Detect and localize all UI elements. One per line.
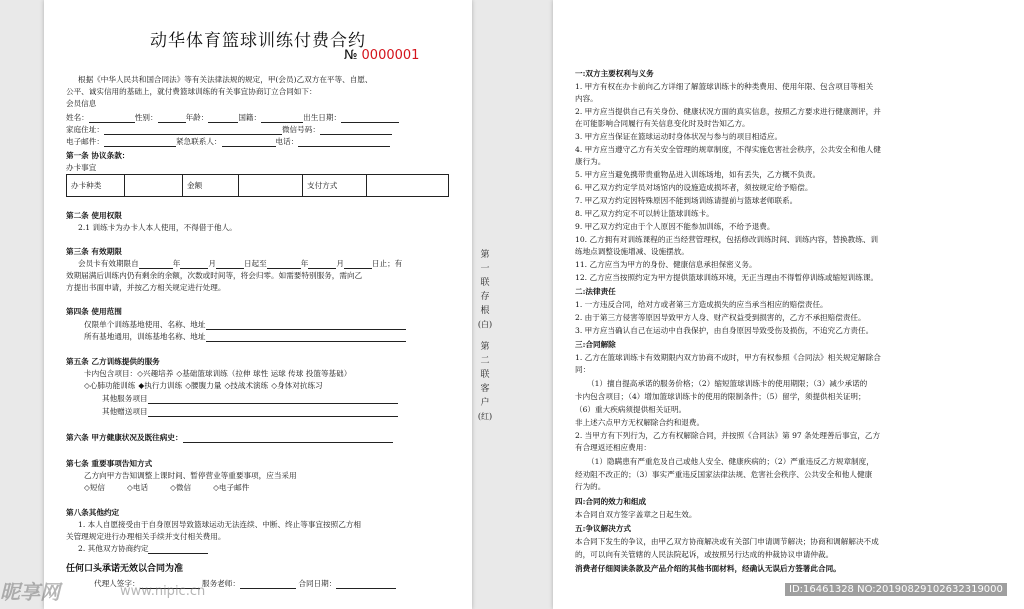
validity-end-month-field[interactable] bbox=[308, 260, 336, 269]
clause-1-6: 6. 甲乙双方约定学员对场馆内的设施造成损坏者，须按规定给予赔偿。 bbox=[575, 183, 813, 192]
gender-label: 性别： bbox=[134, 113, 158, 122]
clause-1-8: 8. 甲乙双方约定不可以转让篮球训练卡。 bbox=[575, 209, 714, 218]
clause-3-2-items-1: （1）隐瞒患有严重危及自己或他人安全、健康疾病的；（2）严重违反乙方规章制度， bbox=[587, 457, 874, 466]
clause-3-2b: 有合理返还相应费用： bbox=[575, 443, 651, 452]
wechat-label: 微信号码： bbox=[281, 125, 320, 134]
clause-5-2: 的，可以向有关管辖的人民法院起诉，或按照另行达成的仲裁协议申请仲裁。 bbox=[575, 550, 834, 559]
article-4-heading: 第四条 使用范围 bbox=[66, 307, 122, 316]
member-row-3 bbox=[66, 136, 466, 147]
gift-service-row bbox=[102, 406, 462, 417]
site-watermark-url: www.nipic.cn bbox=[120, 584, 206, 599]
article-2-heading: 第二条 使用权限 bbox=[66, 211, 122, 220]
section-3-heading: 三:合同解除 bbox=[575, 340, 616, 349]
health-history-field[interactable] bbox=[183, 434, 393, 443]
validity-start-year-field[interactable] bbox=[139, 260, 173, 269]
intro-line-2: 公平、诚实信用的基础上，就付费篮球训练的有关事宜协商订立合同如下： bbox=[66, 87, 317, 96]
clause-1-2: 2. 甲方应当提供自己有关身份、健康状况方面的真实信息，按照乙方要求进行健康测评，并 bbox=[575, 107, 881, 116]
year-label: 年 bbox=[172, 259, 181, 268]
contract-title: 动华体育篮球训练付费合约 bbox=[150, 31, 366, 51]
month-label: 月 bbox=[208, 259, 216, 268]
card-pay-label: 支付方式 bbox=[303, 175, 367, 197]
section-1-heading: 一:双方主要权利与义务 bbox=[575, 69, 654, 78]
name-field[interactable] bbox=[89, 114, 135, 123]
clause-1-7: 7. 甲乙双方约定因特殊原因不能到场训练请提前与篮球老师联系。 bbox=[575, 196, 798, 205]
checkbox-cardio[interactable]: ◇心肺功能训练 bbox=[84, 381, 136, 390]
validity-from-label: 会员卡有效期限自 bbox=[78, 259, 139, 268]
scope-all-field[interactable] bbox=[206, 333, 406, 342]
card-amount-label: 金额 bbox=[183, 175, 239, 197]
name-label: 姓名： bbox=[66, 113, 89, 122]
scope-all-label: 所有基地通用，训练基地名称、地址 bbox=[84, 332, 206, 341]
wechat-field[interactable] bbox=[320, 126, 392, 135]
age-field[interactable] bbox=[208, 114, 238, 123]
clause-1-9: 9. 甲乙双方约定由于个人原因不能参加训练，不给予退费。 bbox=[575, 222, 775, 231]
checkbox-body-contact[interactable]: ◇身体对抗练习 bbox=[271, 381, 323, 390]
clause-1-12: 12. 乙方应当按照约定为甲方提供篮球训练环境，无正当理由不得暂停训练或缩短训练课。 bbox=[575, 273, 879, 282]
scope-single-label: 仅限单个训练基地使用、名称、地址 bbox=[84, 320, 206, 329]
card-pay-cell[interactable] bbox=[367, 175, 449, 197]
verbal-promise-note: 任何口头承诺无效以合同为准 bbox=[66, 564, 184, 574]
notify-options bbox=[84, 482, 444, 493]
article-8-1a: 1. 本人自愿接受由于自身原因导致篮球运动无法连续、中断、终止等事宜按照乙方相 bbox=[78, 520, 362, 529]
consumer-notice: 消费者仔细阅读条款及产品介绍的其他书面材料，经确认无误后方签署此合同。 bbox=[575, 564, 841, 573]
clause-1-1b: 内容。 bbox=[575, 94, 598, 103]
image-id-strip: ID:16461328 NO:20190829102632319000 bbox=[785, 583, 1007, 596]
checkbox-sms[interactable]: ◇短信 bbox=[84, 483, 106, 492]
article-8-1b: 关管理规定进行办理相关手续并支付相关费用。 bbox=[66, 532, 226, 541]
stub-char: 客 bbox=[480, 384, 490, 394]
checkbox-wechat[interactable]: ◇微信 bbox=[170, 483, 192, 492]
clause-1-11: 11. 乙方应当为甲方的身份、健康信息承担保密义务。 bbox=[575, 260, 757, 269]
clause-1-2b: 在可能影响合同履行有关信息变化时及时告知乙方。 bbox=[575, 119, 750, 128]
clause-3-1-items-2: 卡内包含项目；（4）增加篮球训练卡的使用的限制条件；（5）留学，须提供相关证明； bbox=[575, 392, 866, 401]
nation-label: 国籍： bbox=[238, 113, 262, 122]
stub-char: (红) bbox=[477, 412, 493, 421]
clause-2-3: 3. 甲方应当确认自己在运动中自我保护，由自身原因导致受伤及损伤，不追究乙方责任。 bbox=[575, 326, 874, 335]
contract-date-field[interactable] bbox=[336, 580, 396, 589]
article-3-heading: 第三条 有效期限 bbox=[66, 247, 122, 256]
clause-3-2-items-3: 行为的。 bbox=[575, 482, 606, 491]
intro-line-1: 根据《中华人民共和国合同法》等有关法律法规的规定，甲(会员)乙双方在平等、自愿、 bbox=[78, 75, 373, 84]
copy-stub-label bbox=[477, 248, 493, 424]
coach-field[interactable] bbox=[240, 580, 296, 589]
clause-3-2-items-2: 经劝阻不改正的；（3）事实严重违反国家法律法规、危害社会秩序、公共安全和他人健康 bbox=[575, 470, 873, 479]
emergency-label: 紧急联系人： bbox=[175, 137, 222, 146]
stub-char: 第 bbox=[480, 250, 490, 260]
validity-start-month-field[interactable] bbox=[180, 260, 208, 269]
day-until-label: 日起至 bbox=[243, 259, 267, 268]
clause-2-2: 2. 由于第三方侵害等原因导致甲方人身、财产权益受到损害的，乙方不承担赔偿责任。 bbox=[575, 313, 866, 322]
section-5-heading: 五:争议解决方式 bbox=[575, 524, 631, 533]
clause-3-1-note: 非上述六点甲方无权解除合约和退费。 bbox=[575, 418, 705, 427]
section-2-heading: 二:法律责任 bbox=[575, 287, 616, 296]
clause-1-4: 4. 甲方应当遵守乙方有关安全管理的规章制度，不得实施危害社会秩序，公共安全和他人健 bbox=[575, 145, 881, 154]
scope-single-field[interactable] bbox=[206, 321, 406, 330]
validity-end-day-field[interactable] bbox=[344, 260, 372, 269]
items-label: 卡内包含项目： bbox=[84, 369, 138, 378]
article-5-heading: 第五条 乙方训练提供的服务 bbox=[66, 357, 160, 366]
member-row-2 bbox=[66, 124, 466, 135]
age-label: 年龄： bbox=[185, 113, 209, 122]
article-3-line-2: 效期届满后训练内仍有剩余的余额，次数或时间等，将会归零。如需要特别服务，需向乙 bbox=[66, 271, 363, 280]
phone-label: 电话： bbox=[275, 137, 299, 146]
stub-char: 存 bbox=[480, 292, 490, 302]
card-matters-label: 办卡事宜 bbox=[66, 163, 97, 172]
member-row-1 bbox=[66, 112, 466, 123]
article-8-2-row bbox=[78, 543, 458, 554]
service-items-row-2 bbox=[84, 380, 464, 391]
serial-number bbox=[344, 48, 419, 63]
agent-label: 代理人签字： bbox=[94, 579, 140, 588]
clause-4-1: 本合同自双方签字盖章之日起生效。 bbox=[575, 510, 697, 519]
scope-all-bases bbox=[84, 331, 464, 342]
stub-char: (白) bbox=[477, 320, 493, 329]
checkbox-core-strength[interactable]: ◇腰腹力量 bbox=[185, 381, 222, 390]
stub-char: 第 bbox=[480, 342, 490, 352]
clause-2-1: 1. 一方违反合同，给对方或者第三方造成损失的应当承当相应的赔偿责任。 bbox=[575, 300, 828, 309]
email-label: 电子邮件： bbox=[66, 137, 104, 146]
stub-char: 二 bbox=[480, 356, 490, 366]
address-field[interactable] bbox=[104, 126, 282, 135]
other-service-label: 其他服务项目 bbox=[102, 394, 148, 403]
other-service-row bbox=[102, 393, 462, 404]
checkbox-phone[interactable]: ◇电话 bbox=[127, 483, 149, 492]
article-6-heading: 第六条 甲方健康状况及既往病史： bbox=[66, 433, 183, 442]
address-label: 家庭住址： bbox=[66, 125, 104, 134]
gender-field[interactable] bbox=[158, 114, 186, 123]
nation-field[interactable] bbox=[261, 114, 303, 123]
contract-date-label: 合同日期： bbox=[298, 579, 337, 588]
contract-page-left bbox=[44, 0, 472, 609]
checkbox-tactics[interactable]: ◇技战术演练 bbox=[224, 381, 269, 390]
checkbox-interest[interactable]: ◇兴趣培养 bbox=[137, 369, 174, 378]
stub-char: 根 bbox=[480, 306, 490, 316]
stub-char: 户 bbox=[480, 398, 490, 408]
clause-1-10: 10. 乙方拥有对训练课程的正当经营管理权，包括修改训练时间、训练内容，替换教练、训 bbox=[575, 235, 879, 244]
card-table bbox=[66, 174, 449, 197]
clause-3-1b: 同： bbox=[575, 365, 591, 374]
clause-3-1-items-3: （6）重大疾病须提供相关证明。 bbox=[575, 405, 687, 414]
clause-1-1: 1. 甲方有权在办卡前向乙方详细了解篮球训练卡的种类费用、使用年限、包含项目等相关 bbox=[575, 82, 874, 91]
article-3-line-3: 方提出书面申请，并按乙方相关规定进行处理。 bbox=[66, 283, 226, 292]
checkbox-email[interactable]: ◇电子邮件 bbox=[213, 483, 250, 492]
card-type-label: 办卡种类 bbox=[67, 175, 125, 197]
scope-single-base bbox=[84, 319, 464, 330]
article-6-row bbox=[66, 432, 466, 443]
contract-page-right bbox=[553, 0, 1024, 609]
clause-3-2: 2. 当甲方有下列行为，乙方有权解除合同，并按照《合同法》第 97 条处理善后事宜，乙方 bbox=[575, 431, 881, 440]
birth-field[interactable] bbox=[341, 114, 399, 123]
clause-3-1-items-1: （1）擅自提高承诺的服务价格；（2）缩短篮球训练卡的使用期限；（3）减少承诺的 bbox=[587, 379, 868, 388]
day-end-label: 日止；有 bbox=[371, 259, 403, 268]
year-label-2: 年 bbox=[300, 259, 309, 268]
clause-1-4b: 康行为。 bbox=[575, 157, 606, 166]
stub-char: 联 bbox=[480, 370, 490, 380]
checkbox-execution[interactable]: ◆执行力训练 bbox=[138, 381, 183, 390]
card-amount-cell[interactable] bbox=[239, 175, 303, 197]
article-2-1: 2.1 训练卡为办卡人本人使用，不得借于他人。 bbox=[78, 223, 237, 232]
email-field[interactable] bbox=[104, 138, 176, 147]
article-8-heading: 第八条其他约定 bbox=[66, 508, 120, 517]
section-4-heading: 四:合同的效力和组成 bbox=[575, 497, 647, 506]
serial-prefix: № bbox=[344, 48, 358, 63]
card-type-cell[interactable] bbox=[125, 175, 183, 197]
gift-service-field[interactable] bbox=[148, 408, 398, 417]
clause-5-1: 本合同下发生的争议，由甲乙双方协商解决或有关部门申请调节解决；协商和调解解决不成 bbox=[575, 537, 879, 546]
other-agreement-field[interactable] bbox=[148, 545, 208, 554]
article-7-line-1: 乙方向甲方告知调整上课时间、暂停营业等重要事项，应当采用 bbox=[84, 471, 297, 480]
phone-field[interactable] bbox=[298, 138, 390, 147]
member-info-heading: 会员信息 bbox=[66, 99, 97, 108]
validity-end-year-field[interactable] bbox=[267, 260, 301, 269]
stub-char: 一 bbox=[480, 264, 490, 274]
service-items-row-1 bbox=[84, 368, 464, 379]
emergency-field[interactable] bbox=[222, 138, 276, 147]
other-service-field[interactable] bbox=[148, 395, 398, 404]
coach-label: 服务老师： bbox=[201, 579, 240, 588]
site-watermark: 昵享网 bbox=[0, 580, 60, 604]
article-7-heading: 第七条 重要事项告知方式 bbox=[66, 459, 153, 468]
clause-1-10b: 练地点调整设施增减、设施摆放。 bbox=[575, 247, 689, 256]
clause-1-5: 5. 甲方应当避免携带贵重物品进入训练场地，如有丢失，乙方概不负责。 bbox=[575, 170, 821, 179]
validity-start-day-field[interactable] bbox=[216, 260, 244, 269]
month-label-2: 月 bbox=[336, 259, 344, 268]
clause-1-3: 3. 甲方应当保证在篮球运动时身体状况与参与的项目相适应。 bbox=[575, 132, 783, 141]
article-8-2: 2. 其他双方协商约定 bbox=[78, 544, 149, 553]
stub-char: 联 bbox=[480, 278, 490, 288]
validity-period-line bbox=[78, 258, 468, 269]
checkbox-basic-training[interactable]: ◇基础篮球训练（拉伸 球性 运球 传球 投篮等基础） bbox=[176, 369, 352, 378]
article-1-heading: 第一条 协议条款： bbox=[66, 151, 130, 160]
birth-label: 出生日期： bbox=[303, 113, 342, 122]
gift-service-label: 其他赠送项目 bbox=[102, 407, 148, 416]
serial-value: 0000001 bbox=[361, 48, 420, 63]
clause-3-1: 1. 乙方在篮球训练卡有效期限内双方协商不成时，甲方有权参照《合同法》相关规定解除合 bbox=[575, 353, 881, 362]
